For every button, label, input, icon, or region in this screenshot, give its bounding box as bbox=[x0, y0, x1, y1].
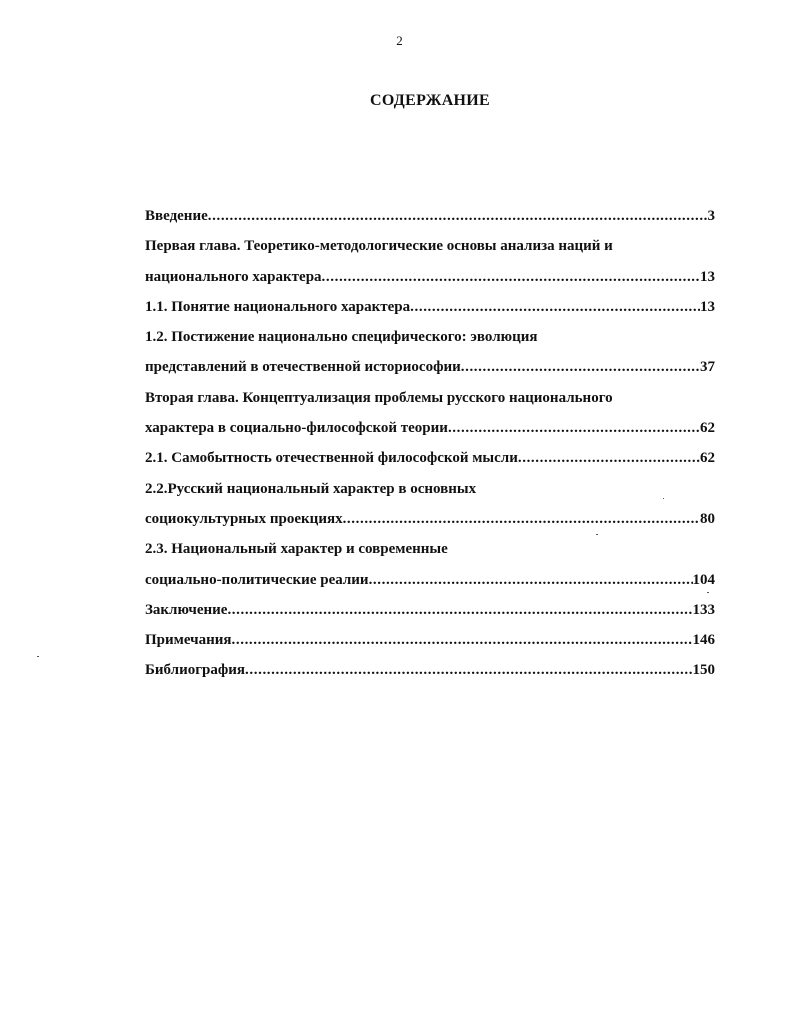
toc-entry-page: 104 bbox=[692, 571, 715, 588]
toc-entry-page: 13 bbox=[700, 298, 715, 315]
page-number: 2 bbox=[396, 33, 403, 48]
toc-entry-section-2-2 bbox=[145, 504, 715, 534]
toc-entry-page: 37 bbox=[700, 359, 715, 376]
toc-entry-bibliography bbox=[145, 655, 715, 685]
toc-entry-section-1-2 bbox=[145, 352, 715, 382]
toc-entry-label: Заключение bbox=[145, 601, 228, 618]
toc-entry-section-2-1 bbox=[145, 443, 715, 473]
dot-leader bbox=[518, 443, 700, 473]
toc-entry-label: Введение bbox=[145, 208, 208, 224]
toc-entry-chapter-2-line-1: Вторая глава. Концептуализация проблемы русского национального bbox=[145, 389, 613, 406]
toc-entry-section-2-3-line-1: 2.3. Национальный характер и современные bbox=[145, 541, 448, 558]
dot-leader bbox=[208, 201, 708, 231]
toc-entry-label: характера в социально-философской теории bbox=[145, 420, 448, 437]
toc-entry-notes bbox=[145, 625, 715, 655]
toc-entry-label: национального характера bbox=[145, 268, 322, 285]
toc-entry-chapter-1 bbox=[145, 262, 715, 292]
toc-entry-section-2-3 bbox=[145, 565, 715, 595]
toc-entry-section-1-2-line-1: 1.2. Постижение национально специфического: эволюция bbox=[145, 329, 538, 346]
toc-entry-page: 146 bbox=[692, 632, 715, 649]
dot-leader bbox=[410, 292, 700, 322]
table-of-contents bbox=[145, 201, 715, 686]
toc-entry-section-2-2-line-1: 2.2.Русский национальный характер в основных bbox=[145, 480, 477, 497]
scan-speck bbox=[707, 592, 709, 593]
toc-entry-conclusion bbox=[145, 595, 715, 625]
toc-entry-label: Библиография bbox=[145, 662, 246, 679]
dot-leader bbox=[343, 504, 700, 534]
toc-entry-chapter-1-line-1: Первая глава. Теоретико-методологические основы анализа наций и bbox=[145, 238, 613, 255]
scan-speck bbox=[37, 656, 39, 657]
toc-entry-page: 133 bbox=[692, 601, 715, 618]
dot-leader bbox=[369, 565, 693, 595]
toc-entry-page: 80 bbox=[700, 510, 715, 527]
toc-entry-chapter-2 bbox=[145, 413, 715, 443]
toc-entry-introduction bbox=[145, 201, 715, 231]
toc-entry-label: социально-политические реалии bbox=[145, 571, 369, 588]
toc-entry-section-1-1 bbox=[145, 292, 715, 322]
scan-speck bbox=[663, 498, 664, 499]
dot-leader bbox=[322, 262, 700, 292]
dot-leader bbox=[245, 655, 692, 685]
page-title: СОДЕРЖАНИЕ bbox=[369, 92, 491, 109]
toc-entry-label: социокультурных проекциях bbox=[145, 510, 343, 527]
toc-entry-page: 62 bbox=[700, 450, 715, 467]
dot-leader bbox=[232, 625, 693, 655]
toc-entry-page: 3 bbox=[707, 208, 715, 224]
toc-entry-label: 1.1. Понятие национального характера bbox=[145, 298, 411, 315]
dot-leader bbox=[461, 352, 700, 382]
toc-entry-page: 62 bbox=[700, 420, 715, 437]
toc-entry-label: Примечания bbox=[145, 632, 232, 649]
toc-entry-label: представлений в отечественной историософии bbox=[145, 359, 461, 376]
dot-leader bbox=[448, 413, 700, 443]
scan-speck bbox=[596, 534, 598, 535]
toc-entry-label: 2.1. Самобытность отечественной философской мысли bbox=[145, 450, 518, 467]
dot-leader bbox=[227, 595, 692, 625]
toc-entry-page: 150 bbox=[692, 662, 715, 679]
toc-entry-page: 13 bbox=[700, 268, 715, 285]
